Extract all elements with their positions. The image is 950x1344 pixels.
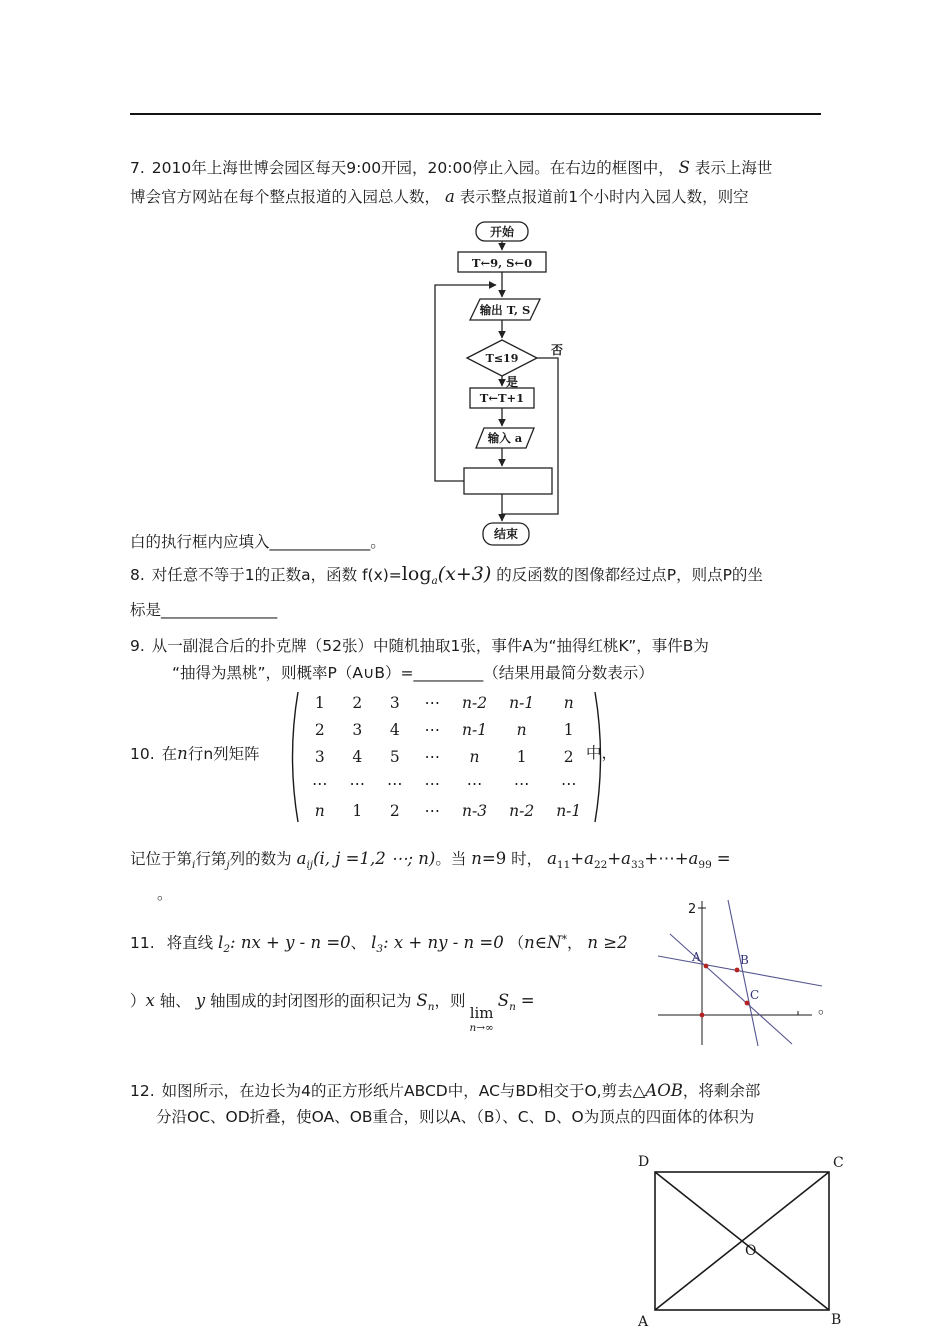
q10b-domain: (i, j =1,2 ⋯; n) [313,849,436,868]
q12-text-2: ，将剩余部 [682,1082,761,1100]
q11-l2: l [218,933,224,952]
q10b-var-j: j [226,859,230,871]
q11-text-3: 轴、 [154,992,196,1010]
matrix-cell: 1 [516,747,527,766]
q7-fill-blank: 白的执行框内应填入_____________。 [130,533,386,551]
matrix-grid [303,694,590,821]
matrix-left-paren [286,688,300,826]
q7-text-1: 2010年上海世博会园区每天9:00开园，20:00停止入园。在右边的框图中， [151,159,679,177]
q10-text-2: 行n列矩阵 [187,745,260,763]
matrix-cell: ⋯ [466,774,483,793]
graph-point-origin [700,1013,705,1018]
q11-S: S [416,991,428,1010]
flow-yes-label: 是 [506,375,519,389]
q10-var-n: n [177,744,188,763]
square-label-C: C [833,1155,844,1171]
matrix-cell: ⋯ [560,774,577,793]
q10b-text-2: 行第 [195,850,227,868]
q10b-a99: a [688,849,699,868]
matrix-cell: n-1 [509,693,535,712]
header-rule [130,113,821,115]
q12-line2 [156,1105,754,1129]
q11-l3-sub: 3 [376,943,384,955]
q11-text-2: 、 [350,934,367,952]
q11-text-5: ，则 [434,992,466,1010]
q8-text-1: 对任意不等于1的正数a，函数 f(x)= [151,566,402,584]
q10b-sub-33: 33 [631,859,645,871]
matrix-cell: n-3 [462,801,488,820]
limit-expression [469,1006,493,1034]
matrix-cell: 2 [389,801,400,820]
q11-n-ge-2: n ≥2 [587,933,628,952]
q8-fill-blank: 标是_______________ [130,601,278,619]
q10b-text-5: 时， [506,850,548,868]
matrix-cell: 1 [563,720,574,739]
flow-increment-label: T←T+1 [479,391,525,405]
q10-text-3: 中， [586,744,618,762]
q10b-n: n [471,849,482,868]
q7-var-a: a [444,187,455,206]
q10b-equals-9: =9 [481,849,507,868]
q11-x-var: x [145,991,155,1010]
matrix-cell: n-1 [556,801,582,820]
q10b-text-3: 列的数为 [229,850,297,868]
q8-number: 8. [130,566,145,584]
matrix-cell: 5 [389,747,400,766]
q8-log: log [401,563,432,585]
q10b-a11: a [547,849,557,868]
flow-start-label: 开始 [489,225,515,239]
square-label-D: D [638,1154,650,1170]
q11-n-in-N: n∈N [524,933,562,952]
q10-number: 10. [130,745,155,763]
matrix-cell: 2 [314,720,325,739]
matrix-cell: 3 [352,720,363,739]
matrix-cell: n [563,693,574,712]
q10b-a: a [296,849,307,868]
q10-line2 [130,846,731,873]
q7-var-S: S [678,158,690,177]
matrix-cell: ⋯ [387,774,403,793]
q11-period-text: 。 [818,999,834,1017]
q8-line1 [130,560,763,589]
graph-label-A: A [692,950,701,964]
matrix-cell: ⋯ [312,774,328,793]
q8-log-base: a [431,575,438,587]
q10b-a-sub-ij: ij [306,859,314,871]
limit-lim: lim [469,1004,494,1022]
matrix-cell: 1 [352,801,363,820]
q11-star: * [561,933,567,946]
q10b-sub-22: 22 [593,859,608,871]
q9-text-1: 从一副混合后的扑克牌（52张）中随机抽取1张，事件A为“抽得红桃K”，事件B为 [151,637,709,655]
matrix-cell: n [469,747,480,766]
q11-y-var: y [195,991,206,1010]
flow-input-label: 输入 a [487,431,523,445]
graph-label-2: 2 [688,902,697,917]
q11-text-1: 将直线 [166,934,214,952]
q12-square-diagram [633,1152,848,1332]
graph-point-A [704,964,709,969]
matrix-cell: 2 [352,693,363,712]
limit-subscript: n→∞ [469,1022,494,1034]
q10-text-1: 在 [161,745,178,763]
flow-condition-label: T≤19 [485,352,519,365]
matrix-cell: ⋯ [424,774,440,793]
q11-l2-equation: : nx + y - n =0 [230,933,351,952]
matrix-cell: n [516,720,527,739]
graph-point-C [745,1001,750,1006]
q10b-a33: a [621,849,632,868]
q11-l2-sub: 2 [223,943,231,955]
q7-line1 [130,155,772,181]
matrix-cell: ⋯ [424,693,440,712]
flow-no-label: 否 [551,343,564,357]
q10b-var-i: i [192,859,196,871]
matrix-cell: ⋯ [513,774,530,793]
q7-text-4: 表示整点报道前1个小时内入园人数，则空 [454,188,749,206]
flow-output-label: 输出 T, S [479,303,531,317]
q11-l3-equation: : x + ny - n =0 [383,933,504,952]
q11-paren-open: （ [508,934,525,952]
q10-label [130,741,260,767]
square-label-A: A [638,1314,649,1330]
q10b-text-4: 。当 [435,850,472,868]
q9-line1 [130,634,709,658]
graph-line-medium [670,934,792,1044]
q11-S-sub: n [427,1001,435,1013]
matrix-cell: ⋯ [424,720,440,739]
q8-log-arg: (x+3) [437,563,492,585]
q11-comma: ， [566,934,583,952]
q12-text-3: 分沿OC、OD折叠，使OA、OB重合，则以A、（B）、C、D、O为顶点的四面体的体积为 [156,1108,755,1126]
q11-text-4: 轴围成的封闭图形的面积记为 [205,992,417,1010]
q8-text-2: 的反函数的图像都经过点P，则点P的坐 [491,566,763,584]
matrix-cell: 2 [563,747,574,766]
q10b-dots: +⋯+ [644,849,689,868]
matrix-cell: n [314,801,325,820]
q11-S-2-sub: n [509,1001,516,1013]
matrix-cell: 1 [314,693,325,712]
q11-equals: = [520,991,535,1010]
q10b-equals: = [716,849,731,868]
q7-line3 [130,530,386,554]
q11-S-2: S [497,991,510,1010]
q9-line2 [172,661,654,685]
q10b-text-1: 记位于第 [130,850,193,868]
q12-number: 12. [130,1082,155,1100]
q11-line2 [130,988,535,1034]
matrix-cell: 4 [389,720,400,739]
matrix-cell: n-2 [509,801,535,820]
q10b-sub-11: 11 [556,859,571,871]
q7-text-2: 表示上海世 [689,159,773,177]
q10b-plus-2: + [607,849,622,868]
matrix [286,688,607,826]
graph-label-B: B [740,953,749,967]
matrix-cell: 3 [314,747,325,766]
q10-period [157,882,173,906]
q12-line1 [130,1078,760,1104]
q8-line2 [130,598,277,622]
matrix-cell: 3 [389,693,400,712]
q7-line2 [130,184,749,210]
flow-end-label: 结束 [493,527,519,541]
flowchart-diagram [418,214,608,554]
matrix-cell: ⋯ [424,747,440,766]
q9-text-2: “抽得为黑桃”，则概率P（A∪B）=_________（结果用最简分数表示） [172,664,654,682]
graph-point-B [735,968,740,973]
square-label-O: O [745,1243,757,1259]
matrix-cell: 4 [352,747,363,766]
q12-text-1: 如图所示，在边长为4的正方形纸片ABCD中，AC与BD相交于O,剪去 [161,1082,633,1100]
q10b-plus-1: + [570,849,585,868]
graph-label-C: C [750,988,760,1002]
q12-triangle-AOB: △AOB [632,1081,683,1100]
q11-line1 [130,930,628,957]
matrix-cell: n-1 [462,720,488,739]
q9-number: 9. [130,637,145,655]
q11-paren-close: ） [130,992,146,1010]
q11-number: 11. [130,934,155,952]
q11-graph [650,898,830,1048]
q11-l3: l [371,933,377,952]
q10b-a22: a [584,849,594,868]
q10-after-matrix [586,741,617,765]
matrix-cell: ⋯ [424,801,440,820]
q10b-sub-99: 99 [698,859,712,871]
flow-blank-shape [464,468,552,494]
square-label-B: B [831,1312,842,1328]
matrix-cell: ⋯ [349,774,365,793]
q7-text-3: 博会官方网站在每个整点报道的入园总人数， [130,188,445,206]
flow-init-label: T←9, S←0 [471,256,533,270]
q10-period-text: 。 [157,885,173,903]
q7-number: 7. [130,159,145,177]
matrix-cell: n-2 [462,693,488,712]
